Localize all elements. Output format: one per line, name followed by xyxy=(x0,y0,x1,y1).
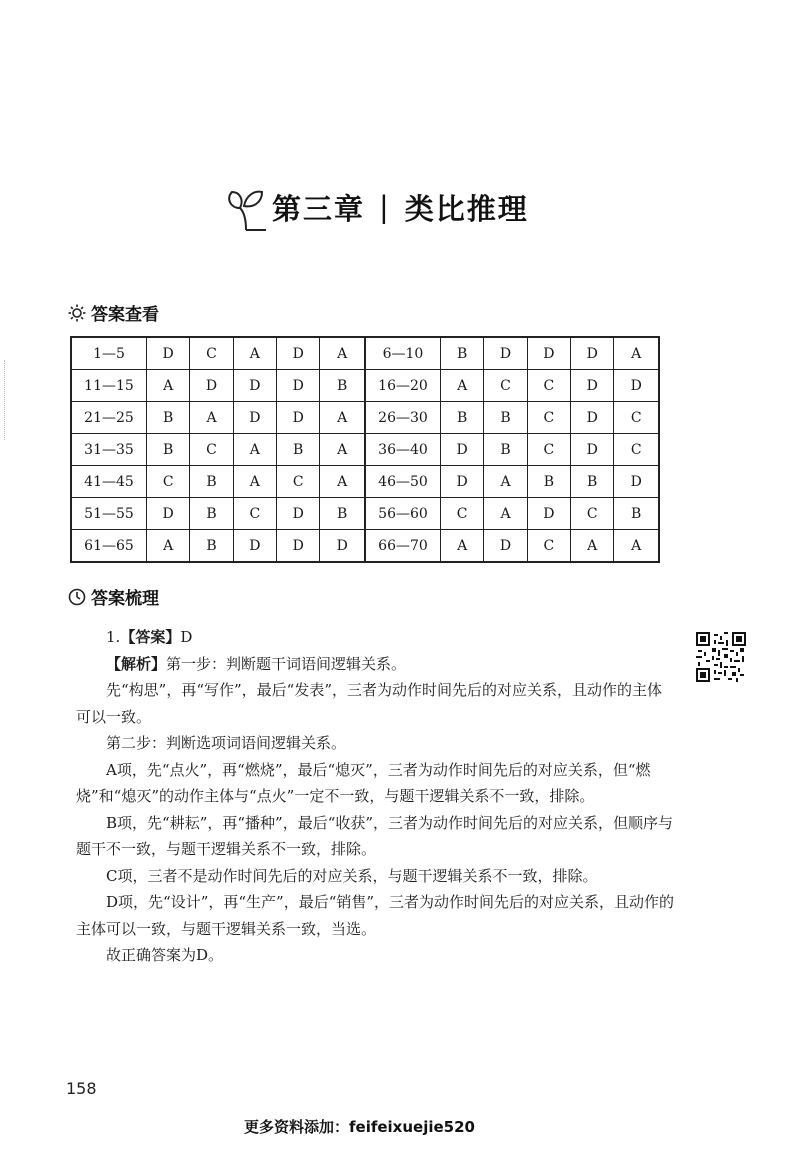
answer-cell: A xyxy=(320,402,365,434)
answer-cell: B xyxy=(190,530,233,563)
question-1-answer-line: 1.【答案】D xyxy=(106,628,193,646)
answer-cell: D xyxy=(277,370,320,402)
answer-cell: C xyxy=(440,498,483,530)
clock-icon xyxy=(68,588,86,606)
chapter-label: 第三章 xyxy=(272,191,366,226)
answer-cell: D xyxy=(571,337,614,370)
answer-cell: C xyxy=(190,337,233,370)
range-cell: 61—65 xyxy=(71,530,147,563)
answer-cell: D xyxy=(571,370,614,402)
range-cell: 31—35 xyxy=(71,434,147,466)
table-row xyxy=(71,434,659,466)
answer-cell: C xyxy=(147,466,190,498)
answer-cell: D xyxy=(527,337,570,370)
answer-cell: C xyxy=(527,402,570,434)
answer-cell: D xyxy=(320,530,365,563)
answer-cell: D xyxy=(233,370,276,402)
answer-cell: C xyxy=(277,466,320,498)
answer-cell: C xyxy=(233,498,276,530)
answer-cell: D xyxy=(484,530,527,563)
answer-cell: B xyxy=(147,434,190,466)
chapter-heading xyxy=(222,182,529,232)
question-1-para1: 先“构思”，再“写作”，最后“发表”，三者为动作时间先后的对应关系，且动作的主体可以一致。 xyxy=(76,681,663,726)
answer-cell: C xyxy=(190,434,233,466)
answer-cell: A xyxy=(190,402,233,434)
answer-cell: B xyxy=(147,402,190,434)
answer-cell: D xyxy=(484,337,527,370)
question-1-option-a: A项，先“点火”，再“燃烧”，最后“熄灭”，三者为动作时间先后的对应关系，但“燃烧”和“熄灭”的动作主体与“点火”一定不一致，与题干逻辑关系不一致，排除。 xyxy=(76,760,651,805)
answer-table xyxy=(70,336,660,563)
range-cell: 56—60 xyxy=(365,498,441,530)
answer-cell: A xyxy=(147,370,190,402)
sprout-icon xyxy=(222,182,268,232)
range-cell: 21—25 xyxy=(71,402,147,434)
answer-cell: D xyxy=(440,466,483,498)
chapter-title: 类比推理 xyxy=(404,191,529,226)
answer-cell: B xyxy=(320,498,365,530)
answer-cell: D xyxy=(233,402,276,434)
answer-cell: C xyxy=(484,370,527,402)
answer-cell: A xyxy=(571,530,614,563)
question-1-option-d: D项，先“设计”，再“生产”，最后“销售”，三者为动作时间先后的对应关系，且动作的主体可以一致，与题干逻辑关系一致，当选。 xyxy=(76,893,675,938)
answer-cell: B xyxy=(571,466,614,498)
range-cell: 51—55 xyxy=(71,498,147,530)
answer-cell: A xyxy=(320,337,365,370)
answer-cell: C xyxy=(527,434,570,466)
section-answers-heading xyxy=(68,300,159,325)
range-cell: 46—50 xyxy=(365,466,441,498)
answer-cell: D xyxy=(440,434,483,466)
range-cell: 66—70 xyxy=(365,530,441,563)
answer-cell: A xyxy=(484,466,527,498)
answer-cell: D xyxy=(147,498,190,530)
section-answers-title: 答案查看 xyxy=(91,305,159,325)
answer-cell: B xyxy=(614,498,659,530)
answer-cell: B xyxy=(277,434,320,466)
answer-cell: D xyxy=(277,337,320,370)
range-cell: 11—15 xyxy=(71,370,147,402)
answer-cell: D xyxy=(190,370,233,402)
answer-cell: A xyxy=(484,498,527,530)
answer-cell: A xyxy=(440,530,483,563)
qr-code xyxy=(696,632,746,682)
answer-cell: B xyxy=(440,402,483,434)
answer-cell: A xyxy=(233,337,276,370)
range-cell: 6—10 xyxy=(365,337,441,370)
answer-cell: B xyxy=(320,370,365,402)
answer-review-body xyxy=(76,624,676,969)
answer-cell: D xyxy=(277,530,320,563)
table-row xyxy=(71,530,659,563)
chapter-separator: | xyxy=(379,190,391,224)
page-number: 158 xyxy=(66,1079,97,1098)
answer-cell: B xyxy=(190,498,233,530)
range-cell: 26—30 xyxy=(365,402,441,434)
question-1-step1: 【解析】第一步：判断题干词语间逻辑关系。 xyxy=(106,654,407,673)
table-row xyxy=(71,498,659,530)
answer-cell: B xyxy=(484,402,527,434)
answer-cell: D xyxy=(571,402,614,434)
table-row xyxy=(71,466,659,498)
question-1-option-b: B项，先“耕耘”，再“播种”，最后“收获”，三者为动作时间先后的对应关系，但顺序与题干不一致，与题干逻辑关系不一致，排除。 xyxy=(76,813,674,858)
answer-cell: D xyxy=(614,466,659,498)
answer-cell: D xyxy=(614,370,659,402)
scan-margin-marks xyxy=(4,360,8,440)
answer-cell: C xyxy=(614,434,659,466)
answer-cell: A xyxy=(614,337,659,370)
answer-cell: D xyxy=(277,402,320,434)
answer-cell: D xyxy=(571,434,614,466)
question-1-option-c: C项，三者不是动作时间先后的对应关系，与题干逻辑关系不一致，排除。 xyxy=(106,866,598,885)
answer-cell: D xyxy=(277,498,320,530)
range-cell: 36—40 xyxy=(365,434,441,466)
question-1-conclusion: 故正确答案为D。 xyxy=(106,946,224,964)
answer-cell: C xyxy=(614,402,659,434)
answer-cell: B xyxy=(527,466,570,498)
answer-cell: D xyxy=(527,498,570,530)
table-row xyxy=(71,402,659,434)
answer-cell: A xyxy=(233,434,276,466)
section-review-heading xyxy=(68,584,159,609)
answer-cell: A xyxy=(233,466,276,498)
answer-cell: C xyxy=(527,370,570,402)
question-1-step2: 第二步：判断选项词语间逻辑关系。 xyxy=(106,734,347,752)
answer-cell: C xyxy=(571,498,614,530)
answer-cell: D xyxy=(147,337,190,370)
table-row xyxy=(71,370,659,402)
answer-cell: B xyxy=(440,337,483,370)
answer-cell: B xyxy=(484,434,527,466)
answer-cell: A xyxy=(147,530,190,563)
footer-note: 更多资料添加：feifeixuejie520 xyxy=(244,1118,475,1136)
range-cell: 16—20 xyxy=(365,370,441,402)
sun-icon xyxy=(68,304,86,322)
table-row xyxy=(71,337,659,370)
answer-cell: A xyxy=(320,466,365,498)
answer-cell: B xyxy=(190,466,233,498)
section-review-title: 答案梳理 xyxy=(91,589,159,609)
answer-cell: A xyxy=(440,370,483,402)
answer-cell: A xyxy=(614,530,659,563)
answer-cell: C xyxy=(527,530,570,563)
answer-cell: A xyxy=(320,434,365,466)
answer-cell: D xyxy=(233,530,276,563)
range-cell: 1—5 xyxy=(71,337,147,370)
range-cell: 41—45 xyxy=(71,466,147,498)
